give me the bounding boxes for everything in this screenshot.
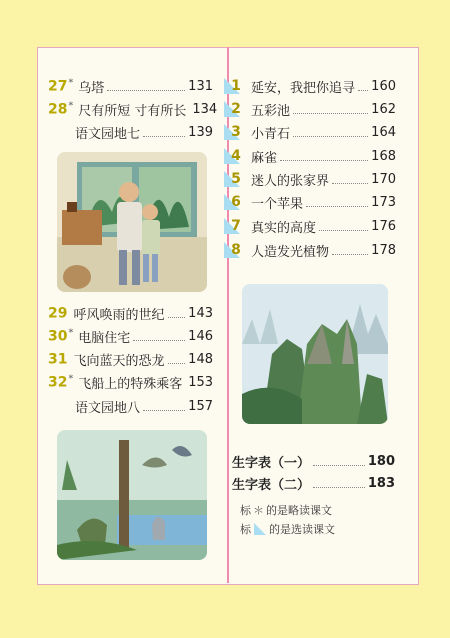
- toc-entry[interactable]: [70, 395, 213, 417]
- toc-entry[interactable]: [226, 75, 396, 97]
- leader-dots: [143, 402, 185, 411]
- toc-entry[interactable]: [226, 121, 396, 143]
- table-title: 生字表（二）: [232, 477, 311, 493]
- toc-entry[interactable]: [226, 191, 396, 213]
- lesson-number: 1: [226, 78, 246, 94]
- lesson-title: 飞船上的特殊乘客: [78, 376, 183, 392]
- leader-dots: [133, 332, 185, 341]
- page-number: 183: [367, 475, 395, 491]
- table-title: 生字表（一）: [232, 455, 311, 471]
- page-number: 146: [188, 328, 213, 344]
- leader-dots: [306, 198, 368, 207]
- legend-note-optional: 标 的是选读课文: [240, 523, 335, 536]
- page-number: 162: [371, 101, 396, 117]
- page-number: 164: [371, 124, 396, 140]
- lesson-title: 尺有所短 寸有所长: [78, 103, 187, 119]
- lesson-title: 语文园地七: [75, 126, 141, 142]
- toc-entry[interactable]: [226, 145, 396, 167]
- leader-dots: [293, 128, 368, 137]
- lesson-title: 语文园地八: [75, 400, 141, 416]
- toc-entry[interactable]: [48, 302, 213, 324]
- toc-entry[interactable]: [48, 98, 218, 120]
- lesson-title: 迷人的张家界: [251, 173, 330, 189]
- classroom-illustration: [57, 152, 207, 292]
- lesson-title: 真实的高度: [251, 220, 317, 236]
- lesson-number: 7: [226, 218, 246, 234]
- toc-entry[interactable]: [226, 215, 396, 237]
- page-number: 173: [371, 194, 396, 210]
- lesson-number: 5: [226, 171, 246, 187]
- lesson-title: 五彩池: [251, 103, 291, 119]
- leader-dots: [143, 128, 185, 137]
- asterisk-icon: ＊: [253, 504, 264, 517]
- toc-entry[interactable]: [226, 168, 396, 190]
- leader-dots: [293, 105, 368, 114]
- lesson-number: 28*: [48, 100, 74, 118]
- toc-entry[interactable]: [232, 450, 395, 472]
- lesson-title: 人造发光植物: [251, 244, 330, 260]
- page-number: 143: [188, 305, 213, 321]
- leader-dots: [168, 309, 186, 318]
- leader-dots: [313, 457, 365, 466]
- toc-entry[interactable]: [226, 239, 396, 261]
- lesson-number: 30*: [48, 327, 74, 345]
- page-number: 160: [371, 78, 396, 94]
- toc-entry[interactable]: [232, 472, 395, 494]
- legend-note-skim: 标 ＊ 的是略读课文: [240, 504, 332, 517]
- lesson-number: 31: [48, 351, 68, 368]
- toc-entry[interactable]: [48, 325, 213, 347]
- toc-entry[interactable]: [226, 98, 396, 120]
- page-number: 170: [371, 171, 396, 187]
- lesson-title: 乌塔: [78, 80, 105, 96]
- page-number: 176: [371, 218, 396, 234]
- leader-dots: [332, 175, 368, 184]
- leader-dots: [107, 82, 185, 91]
- lesson-number: 29: [48, 305, 68, 322]
- leader-dots: [332, 246, 368, 255]
- lesson-title: 延安，我把你追寻: [251, 80, 356, 96]
- leader-dots: [358, 82, 368, 91]
- page-number: 153: [188, 374, 214, 390]
- lesson-number: 6: [226, 194, 246, 210]
- lesson-number: 8: [226, 242, 246, 258]
- page-number: 148: [188, 351, 213, 367]
- page-number: 168: [371, 148, 396, 164]
- leader-dots: [313, 479, 365, 488]
- dinosaur-illustration: [57, 430, 207, 560]
- page-number: 134: [192, 101, 218, 117]
- lesson-title: 呼风唤雨的世纪: [73, 307, 165, 323]
- leader-dots: [280, 152, 368, 161]
- toc-entry[interactable]: [48, 75, 213, 97]
- lesson-title: 飞向蓝天的恐龙: [73, 353, 165, 369]
- lesson-number: 3: [226, 124, 246, 140]
- lesson-title: 一个苹果: [251, 196, 304, 212]
- page-number: 178: [371, 242, 396, 258]
- lesson-title: 电脑住宅: [78, 330, 131, 346]
- lesson-title: 麻雀: [251, 150, 278, 166]
- page-number: 131: [188, 78, 213, 94]
- toc-entry[interactable]: [70, 121, 213, 143]
- page-number: 180: [367, 453, 395, 469]
- lesson-number: 4: [226, 148, 246, 164]
- lesson-number: 2: [226, 101, 246, 117]
- page-number: 139: [188, 124, 213, 140]
- toc-entry[interactable]: [48, 371, 213, 393]
- triangle-icon: [254, 523, 266, 535]
- lesson-number: 32*: [48, 373, 74, 391]
- lesson-title: 小青石: [251, 126, 291, 142]
- page-number: 157: [188, 398, 213, 414]
- mountain-illustration: [242, 284, 388, 424]
- leader-dots: [168, 355, 186, 364]
- leader-dots: [319, 222, 368, 231]
- lesson-number: 27*: [48, 77, 74, 95]
- toc-entry[interactable]: [48, 348, 213, 370]
